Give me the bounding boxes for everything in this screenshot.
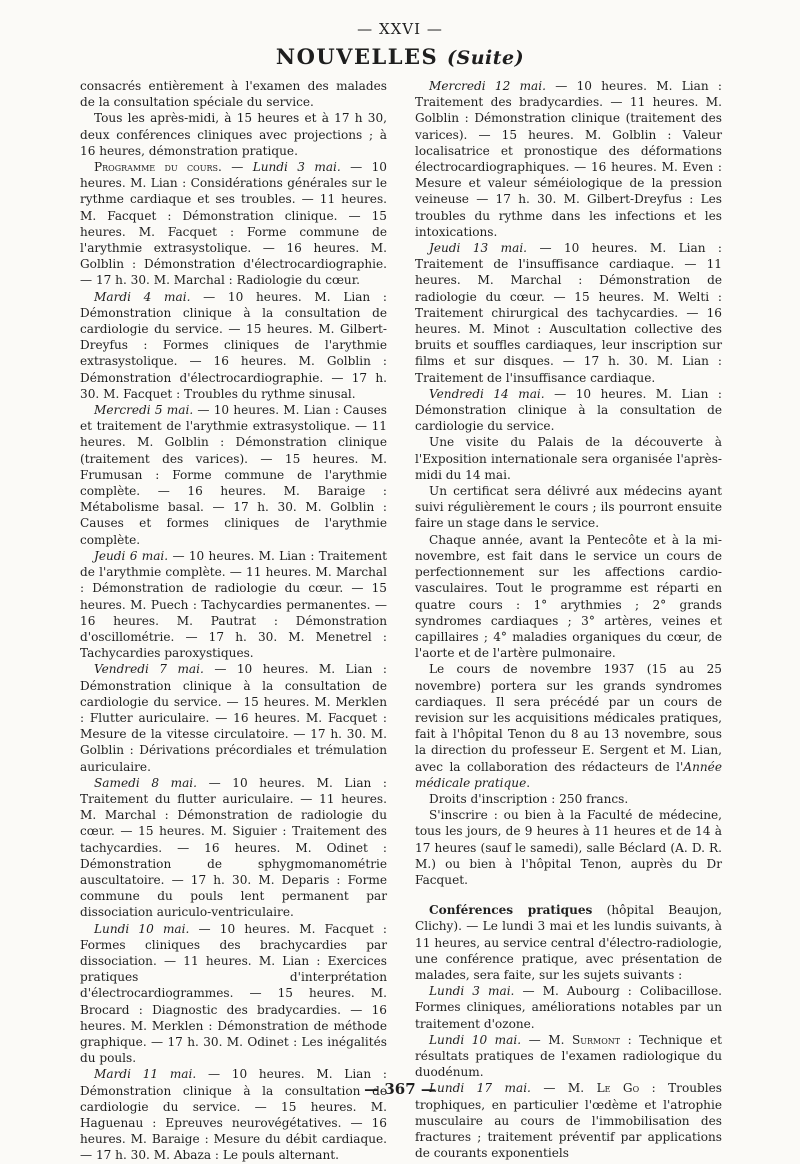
date-label: Vendredi 14 mai.	[429, 386, 545, 401]
program-text: — 10 heures. M. Lian : Considérations générales sur le rythme cardiaque et ses troubles. — 11 heures. M. Facquet : Démonstration clinique. — 15 heures. M. Facquet : Forme commune de l'arythmie extrasystolique. — 16 heures. M. Golblin : Démonstration d'électrocardiographie. — 17 h. 30. M. Marchal : Radiologie du cœur.	[80, 160, 387, 288]
date-label: Mercredi 12 mai.	[429, 79, 546, 93]
program-friday-14	[415, 386, 722, 435]
conference-monday-3	[415, 983, 722, 1032]
date-label: Lundi 3 mai.	[252, 160, 341, 175]
program-text: — 10 heures. M. Lian : Démonstration clinique à la consultation de cardiologie du service. — 15 heures. M. Haguenau : Epreuves neurovégétatives. — 16 heures. M. Baraige : Mesure du débit cardiaque. — 17 h. 30. M. Abaza : Le pouls alternant.	[80, 1067, 387, 1163]
date-label: Vendredi 7 mai.	[94, 662, 204, 677]
publication-title: Année médicale pratique	[415, 759, 722, 790]
program-text: — 10 heures. M. Lian : Démonstration clinique à la consultation de cardiologie du service. — 15 heures. M. Merklen : Flutter auriculaire. — 16 heures. M. Facquet : Mesure de la vitesse circulatoire. — 17 h. 30. M. Golblin : Dérivations précordiales et trémulation auriculaire.	[80, 662, 387, 774]
conference-text: — M.	[530, 1081, 597, 1096]
program-text: — 10 heures. M. Facquet : Formes cliniques des brachycardies par dissociation. — 11 heures. M. Lian : Exercices pratiques d'interprétation d'électrocardiogrammes. — 15 heures. M. Brocard : Diagnostic des bradycardies. — 16 heures. M. Merklen : Démonstration de méthode graphique. — 17 h. 30. M. Odinet : Les inégalités du pouls.	[80, 921, 387, 1066]
conference-monday-10	[415, 1032, 722, 1081]
program-text: — 10 heures. M. Lian : Traitement de l'insuffisance cardiaque. — 11 heures. M. Marchal : Démonstration de radiologie du cœur. — 15 heures. M. Welti : Traitement chirurgical des tachycardies. — 16 heures. M. Minot : Auscultation collective des bruits et souffles cardiaques, leur inscription sur films et sur disques. — 17 h. 30. M. Lian : Traitement de l'insuffisance cardiaque.	[415, 241, 722, 385]
date-label: Lundi 10 mai.	[429, 1032, 522, 1047]
conference-text: — M.	[521, 1032, 572, 1047]
program-text: — 10 heures. M. Lian : Traitement des bradycardies. — 11 heures. M. Golblin : Démonstration clinique (traitement des varices). — 15 heures. M. Golblin : Valeur localisatrice et pronostique des déformations électrocardiographiques. — 16 heures. M. Even : Mesure et valeur séméiologique de la pression veineuse — 17 h. 30. M. Gilbert-Dreyfus : Les troubles du rythme dans les infections et les intoxications.	[415, 79, 722, 239]
program-monday-3: Programme du cours. — Lundi 3 mai. — 10 heures. M. Lian : Considérations générales sur le rythme cardiaque et ses troubles. — 11 heures. M. Facquet : Démonstration clinique. — 15 heures. M. Facquet : Forme commune de l'arythmie extrasystolique. — 16 heures. M. Golblin : Démonstration d'électrocardiographie. — 17 h. 30. M. Marchal : Radiologie du cœur.	[80, 160, 387, 288]
date-label: Jeudi 13 mai.	[429, 241, 528, 256]
date-label: Samedi 8 mai.	[94, 775, 198, 790]
paragraph-text: Le cours de novembre 1937 (15 au 25 novembre) portera sur les grands syndromes cardiaques. Il sera précédé par un cours de revision sur les acquisitions médicales pratiques, fait à l'hôpital Tenon du 8 au 13 novembre, sous la direction du professeur E. Sergent et M. Lian, avec la collaboration des rédacteurs de l'	[415, 662, 722, 774]
date-label: Lundi 10 mai.	[94, 921, 190, 936]
conferences-title: Conférences pratiques	[429, 903, 593, 918]
date-label: Mercredi 5 mai.	[94, 403, 194, 418]
program-saturday-8	[80, 775, 387, 921]
paragraph-afternoons: Tous les après-midi, à 15 heures et à 17 h 30, deux conférences cliniques avec projections ; à 16 heures, démonstration pratique.	[80, 111, 387, 158]
page-number: — 367 —	[364, 1080, 436, 1098]
paragraph-text: (hôpital Beaujon, Clichy). — Le lundi 3 mai et les lundis suivants, à 11 heures, au service central d'électro-radiologie, une conférence pratique, avec présentation de malades, sera faite, sur les sujets suivants :	[415, 903, 723, 982]
conference-text: : Troubles trophiques, en particulier l'œdème et l'atrophie musculaire au cours de l'immobilisation des fractures ; traitement préventif par applications de courants exponentiels	[415, 1081, 723, 1161]
paragraph-yearly-course: Chaque année, avant la Pentecôte et à la mi-novembre, est fait dans le service un cours de perfectionnement sur les affections cardio-vasculaires. Tout le programme est réparti en quatre cours : 1° arythmies ; 2° grands syndromes cardiaques ; 3° artères, veines et capillaires ; 4° maladies organiques du cœur, de l'aorte et de l'artère pulmonaire.	[415, 532, 722, 661]
section-title-suite: (Suite)	[447, 47, 525, 69]
date-label: Lundi 3 mai.	[429, 984, 515, 999]
program-wednesday-12	[415, 78, 722, 240]
date-label: Mardi 4 mai.	[94, 289, 191, 304]
date-label: Mardi 11 mai.	[94, 1067, 197, 1082]
section-title	[0, 44, 800, 69]
conference-text: — M. Aubourg : Colibacillose. Formes cliniques, améliorations notables par un traitement d'ozone.	[415, 984, 722, 1031]
program-text: — 10 heures. M. Lian : Démonstration clinique à la consultation de cardiologie du service.	[415, 386, 722, 434]
date-label: Jeudi 6 mai.	[94, 548, 169, 563]
paragraph-continuation: consacrés entièrement à l'examen des malades de la consultation spéciale du service.	[80, 79, 387, 110]
conference-text: : Technique et résultats pratiques de l'examen radiologique du duodénum.	[415, 1032, 722, 1080]
program-thursday-13	[415, 240, 722, 386]
program-monday-10	[80, 921, 387, 1067]
program-text: — 10 heures. M. Lian : Traitement de l'arythmie complète. — 11 heures. M. Marchal : Démonstration de radiologie du cœur. — 15 heures. M. Puech : Tachycardies permanentes. — 16 heures. M. Pautrat : Démonstration d'oscillométrie. — 17 h. 30. M. Menetrel : Tachycardies paroxystiques.	[80, 548, 387, 661]
paragraph-text: .	[526, 775, 531, 790]
program-text: — 10 heures. M. Lian : Traitement du flutter auriculaire. — 11 heures. M. Marchal : Démonstration de radiologie du cœur. — 15 heures. M. Siguier : Traitement des tachycardies. — 16 heures. M. Odinet : Démonstration de sphygmomanométrie auscultatoire. — 17 h. 30. M. Deparis : Forme commune du pouls lent permanent par dissociation auriculo-ventriculaire.	[80, 775, 387, 920]
program-tuesday-4	[80, 289, 387, 402]
program-friday-7	[80, 661, 387, 774]
roman-page-number: — XXVI —	[357, 20, 443, 38]
right-column	[415, 78, 722, 1161]
program-wednesday-5	[80, 402, 387, 548]
paragraph-visit: Une visite du Palais de la découverte à l'Exposition internationale sera organisée l'après-midi du 14 mai.	[415, 435, 722, 482]
program-text: — 10 heures. M. Lian : Causes et traitement de l'arythmie extrasystolique. — 11 heures. M. Golblin : Démonstration clinique (traitement des varices). — 15 heures. M. Frumusan : Forme commune de l'arythmie complète. — 16 heures. M. Baraige : Métabolisme basal. — 17 h. 30. M. Golblin : Causes et formes cliniques de l'arythmie complète.	[80, 403, 387, 547]
program-text: — 10 heures. M. Lian : Démonstration clinique à la consultation de cardiologie du service. — 15 heures. M. Gilbert-Dreyfus : Formes cliniques de l'arythmie extrasystolique. — 16 heures. M. Golblin : Démonstration d'électrocardiographie. — 17 h. 30. M. Facquet : Troubles du rythme sinusal.	[80, 289, 387, 401]
paragraph-november-course	[415, 661, 722, 791]
section-title-text: NOUVELLES	[275, 44, 439, 69]
speaker-name: Surmont	[571, 1032, 621, 1047]
speaker-name: Le Go	[596, 1081, 640, 1096]
date-label: Lundi 17 mai.	[429, 1081, 531, 1096]
paragraph-fees: Droits d'inscription : 250 francs.	[429, 791, 629, 806]
paragraph-certificate: Un certificat sera délivré aux médecins ayant suivi régulièrement le cours ; ils pourront ensuite faire un stage dans le service.	[415, 484, 722, 531]
left-column	[80, 78, 387, 1164]
paragraph-registration: S'inscrire : ou bien à la Faculté de médecine, tous les jours, de 9 heures à 11 heures et de 14 à 17 heures (sauf le samedi), salle Béclard (A. D. R. M.) ou bien à l'hôpital Tenon, auprès du Dr Facquet.	[415, 808, 722, 887]
program-thursday-6	[80, 548, 387, 661]
program-label: Programme du cours.	[94, 160, 222, 175]
paragraph-conferences	[415, 902, 722, 983]
